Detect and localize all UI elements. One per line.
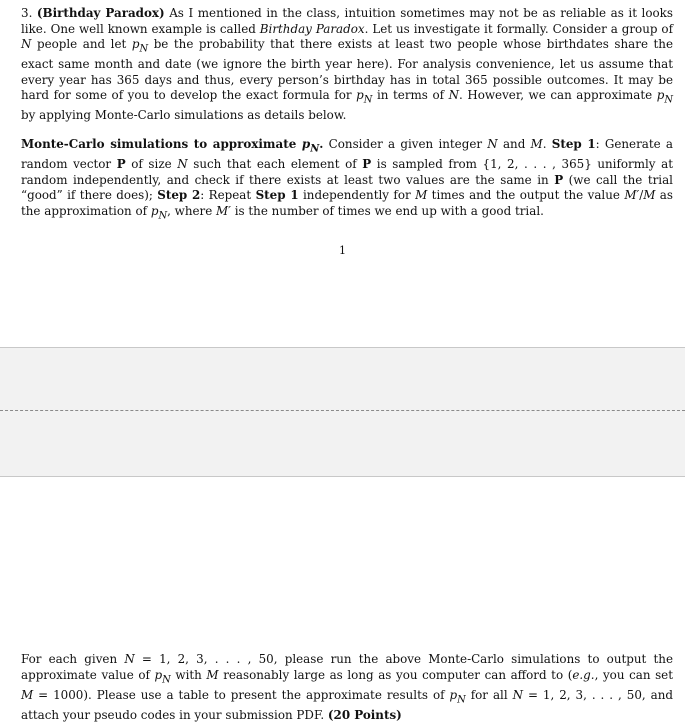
- page-number: 1: [339, 244, 346, 257]
- problem-intro-paragraph: 3. (Birthday Paradox) As I mentioned in the class, intuition sometimes may not be as reliable as it looks like. One well known example is called Birthday Paradox. Let us investigate it formally. Consider a group of N people and let $p_N$ be the probability that there exists at least two people whose birthdates share the exact same month and date (we ignore the birth year here). For analysis convenience, let us assume that every year has 365 days and thus, every person’s birthday has in total 365 possible outcomes. It may be hard for some of you to develop the exact formula for $p_N$ in terms of N. However, we can approximate $p_N$ by applying Monte-Carlo simulations as details below.: [21, 6, 673, 123]
- page-break-divider: [0, 410, 685, 411]
- page-break: [0, 347, 685, 477]
- monte-carlo-paragraph: Monte-Carlo simulations to approximate $p_N$. Consider a given integer N and M. Step 1: Generate a random vector P of size N such that each element of P is sampled from {1, 2, . . . , 365} uniformly at random independently, and check if there exists at least two values are the same in P (we call the trial “good” if there does); Step 2: Repeat Step 1 independently for M times and the output the value M′/M as the approximation of $p_N$, where M′ is the number of times we end up with a good trial.: [21, 137, 674, 222]
- task-paragraph: For each given N = 1, 2, 3, . . . , 50, please run the above Monte-Carlo simulations to output the approximate value of $p_N$ with M reasonably large as long as you computer can afford to (e.g., you can set M = 1000). Please use a table to present the approximate results of $p_N$ for all N = 1, 2, 3, . . . , 50, and attach your pseudo codes in your submission PDF. (20 Points): [21, 652, 674, 722]
